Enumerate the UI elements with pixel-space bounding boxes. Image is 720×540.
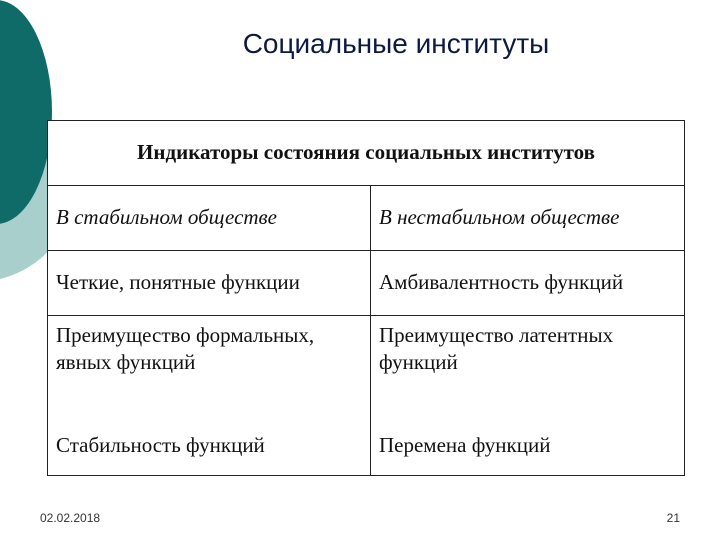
table-cell: Амбивалентность функций (371, 251, 685, 316)
page-number: 21 (666, 511, 680, 525)
slide-title: Социальные институты (242, 28, 550, 59)
table-cell: Преимущество латентных функций (371, 316, 685, 416)
table-cell: Перемена функций (371, 416, 685, 476)
footer-date: 02.02.2018 (40, 511, 101, 525)
table-cell: Стабильность функций (48, 416, 371, 476)
table-cell: Четкие, понятные функции (48, 251, 371, 316)
table-header: Индикаторы состояния социальных институтов (48, 121, 685, 186)
table-cell: Преимущество формальных, явных функций (48, 316, 371, 416)
column-header-stable: В стабильном обществе (48, 186, 371, 251)
column-header-unstable: В нестабильном обществе (371, 186, 685, 251)
indicators-table (47, 120, 685, 476)
